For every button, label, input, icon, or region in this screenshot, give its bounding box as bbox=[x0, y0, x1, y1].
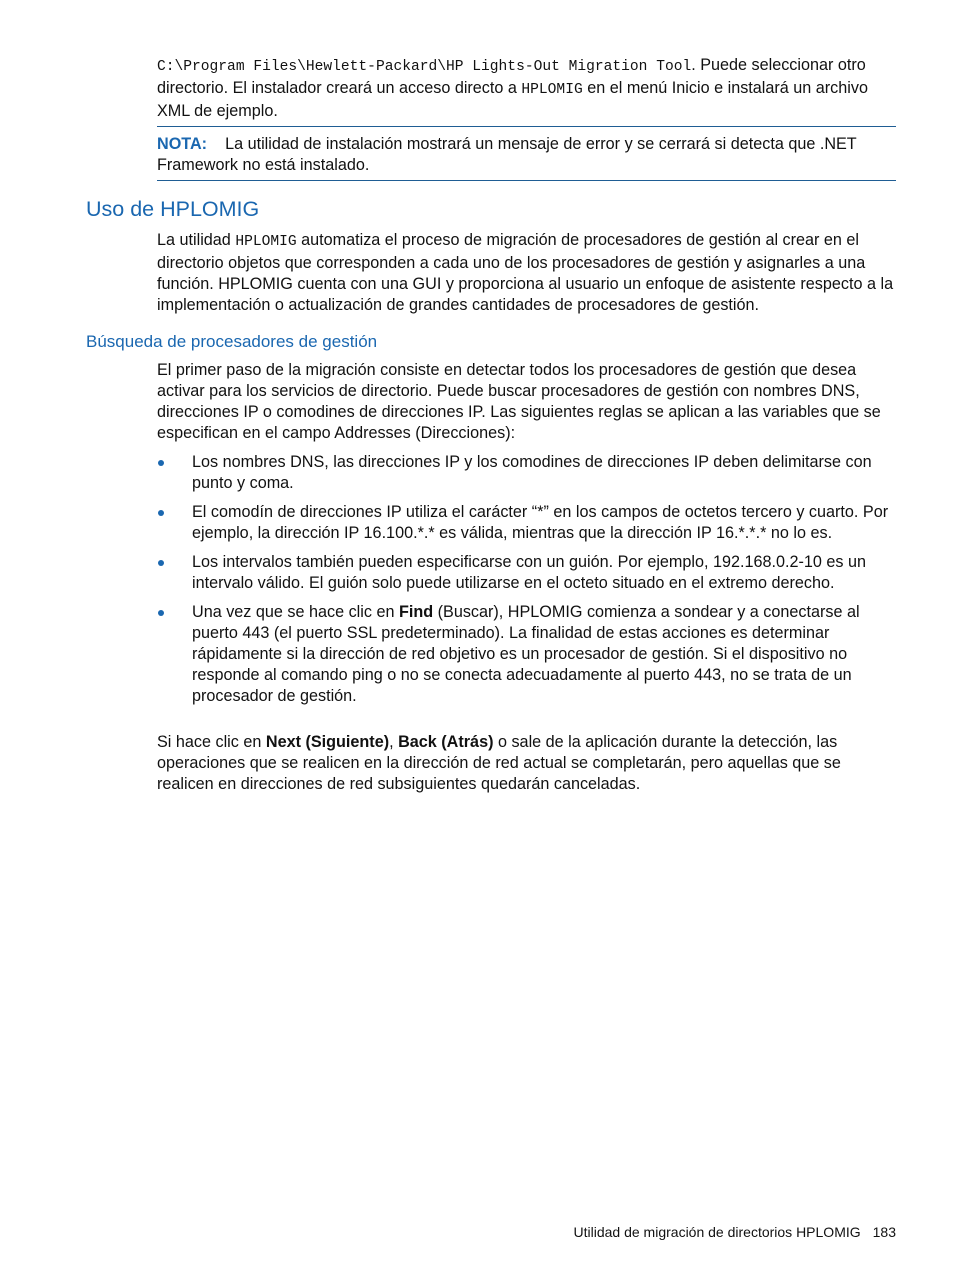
bullet-dot-icon bbox=[158, 610, 164, 616]
bullet-dot-icon bbox=[158, 510, 164, 516]
intro-text-a: . Puede seleccionar otro directorio. El instalador creará un acceso directo a bbox=[157, 56, 866, 97]
list-item-text: Los nombres DNS, las direcciones IP y los comodines de direcciones IP deben delimitarse con punto y coma. bbox=[192, 453, 872, 492]
bullet-dot-icon bbox=[158, 560, 164, 566]
page-footer bbox=[574, 1222, 896, 1242]
closing-pre: Si hace clic en bbox=[157, 733, 266, 751]
subsection-intro bbox=[157, 360, 897, 444]
list-item-text: Los intervalos también pueden especificarse con un guión. Por ejemplo, 192.168.0.2-10 es un intervalo válido. El guión solo puede utilizarse en el octeto situado en el extremo derecho. bbox=[192, 553, 867, 592]
list-item bbox=[157, 452, 899, 494]
closing-post: o sale de la aplicación durante la detección, las operaciones que se realicen en la dirección de red actual se completarán, pero aquellas que se realicen en direcciones de red subsiguientes quedarán canceladas. bbox=[157, 733, 841, 793]
closing-paragraph bbox=[157, 732, 897, 795]
list-item bbox=[157, 502, 899, 544]
note-text: La utilidad de instalación mostrará un mensaje de error y se cerrará si detecta que .NET Framework no está instalado. bbox=[157, 135, 857, 174]
section-paragraph bbox=[157, 230, 897, 316]
bullet-dot-icon bbox=[158, 460, 164, 466]
subsection-heading: Búsqueda de procesadores de gestión bbox=[86, 332, 378, 351]
find-label: Find bbox=[398, 603, 434, 621]
back-label: Back (Atrás) bbox=[398, 733, 494, 751]
footer-title: Utilidad de migración de directorios HPLOMIG bbox=[573, 1224, 861, 1240]
intro-paragraph bbox=[157, 55, 897, 122]
next-label: Next (Siguiente) bbox=[265, 733, 390, 751]
section-para-b: automatiza el proceso de migración de procesadores de gestión al crear en el directorio objetos que corresponden a cada uno de los procesadores de gestión y asignarles a una función. HPLOMIG cuenta con una GUI y proporciona al usuario un enfoque de asistente respecto a la implementación o actualización de grandes cantidades de procesadores de gestión. bbox=[157, 231, 894, 314]
list-item-text: El comodín de direcciones IP utiliza el carácter “*” en los campos de octetos tercero y cuarto. Por ejemplo, la dirección IP 16.100.*.* es válida, mientras que la dirección IP 16.*.*.* no lo es. bbox=[192, 503, 889, 542]
list-item-text-pre: Una vez que se hace clic en bbox=[192, 603, 399, 621]
note-box bbox=[157, 126, 896, 181]
closing-mid: , bbox=[389, 733, 399, 751]
list-item-text-post: (Buscar), HPLOMIG comienza a sondear y a conectarse al puerto 443 (el puerto SSL predeterminado). La finalidad de estas acciones es determinar rápidamente si la dirección de red objetivo es un procesador de gestión. Si el dispositivo no responde al comando ping o no se conecta adecuadamente al puerto 443, no se trata de un procesador de gestión. bbox=[192, 603, 860, 705]
list-item bbox=[157, 602, 899, 707]
section-code: HPLOMIG bbox=[235, 234, 297, 250]
page-number: 183 bbox=[872, 1224, 896, 1240]
section-para-a: La utilidad bbox=[157, 231, 236, 249]
note-label: NOTA: bbox=[157, 135, 208, 153]
intro-text-b: en el menú Inicio e instalará un archivo XML de ejemplo. bbox=[157, 79, 868, 120]
intro-code: HPLOMIG bbox=[521, 82, 583, 98]
rules-list bbox=[157, 452, 899, 715]
subsection-intro-text: El primer paso de la migración consiste en detectar todos los procesadores de gestión que desea activar para los servicios de directorio. Puede buscar procesadores de gestión con nombres DNS, direcciones IP o comodines de direcciones IP. Las siguientes reglas se aplican a las variables que se especifican en el campo Addresses (Direcciones): bbox=[157, 361, 881, 442]
install-path: C:\Program Files\Hewlett-Packard\HP Lights-Out Migration Tool bbox=[157, 59, 692, 75]
list-item bbox=[157, 552, 899, 594]
section-heading: Uso de HPLOMIG bbox=[86, 197, 260, 221]
